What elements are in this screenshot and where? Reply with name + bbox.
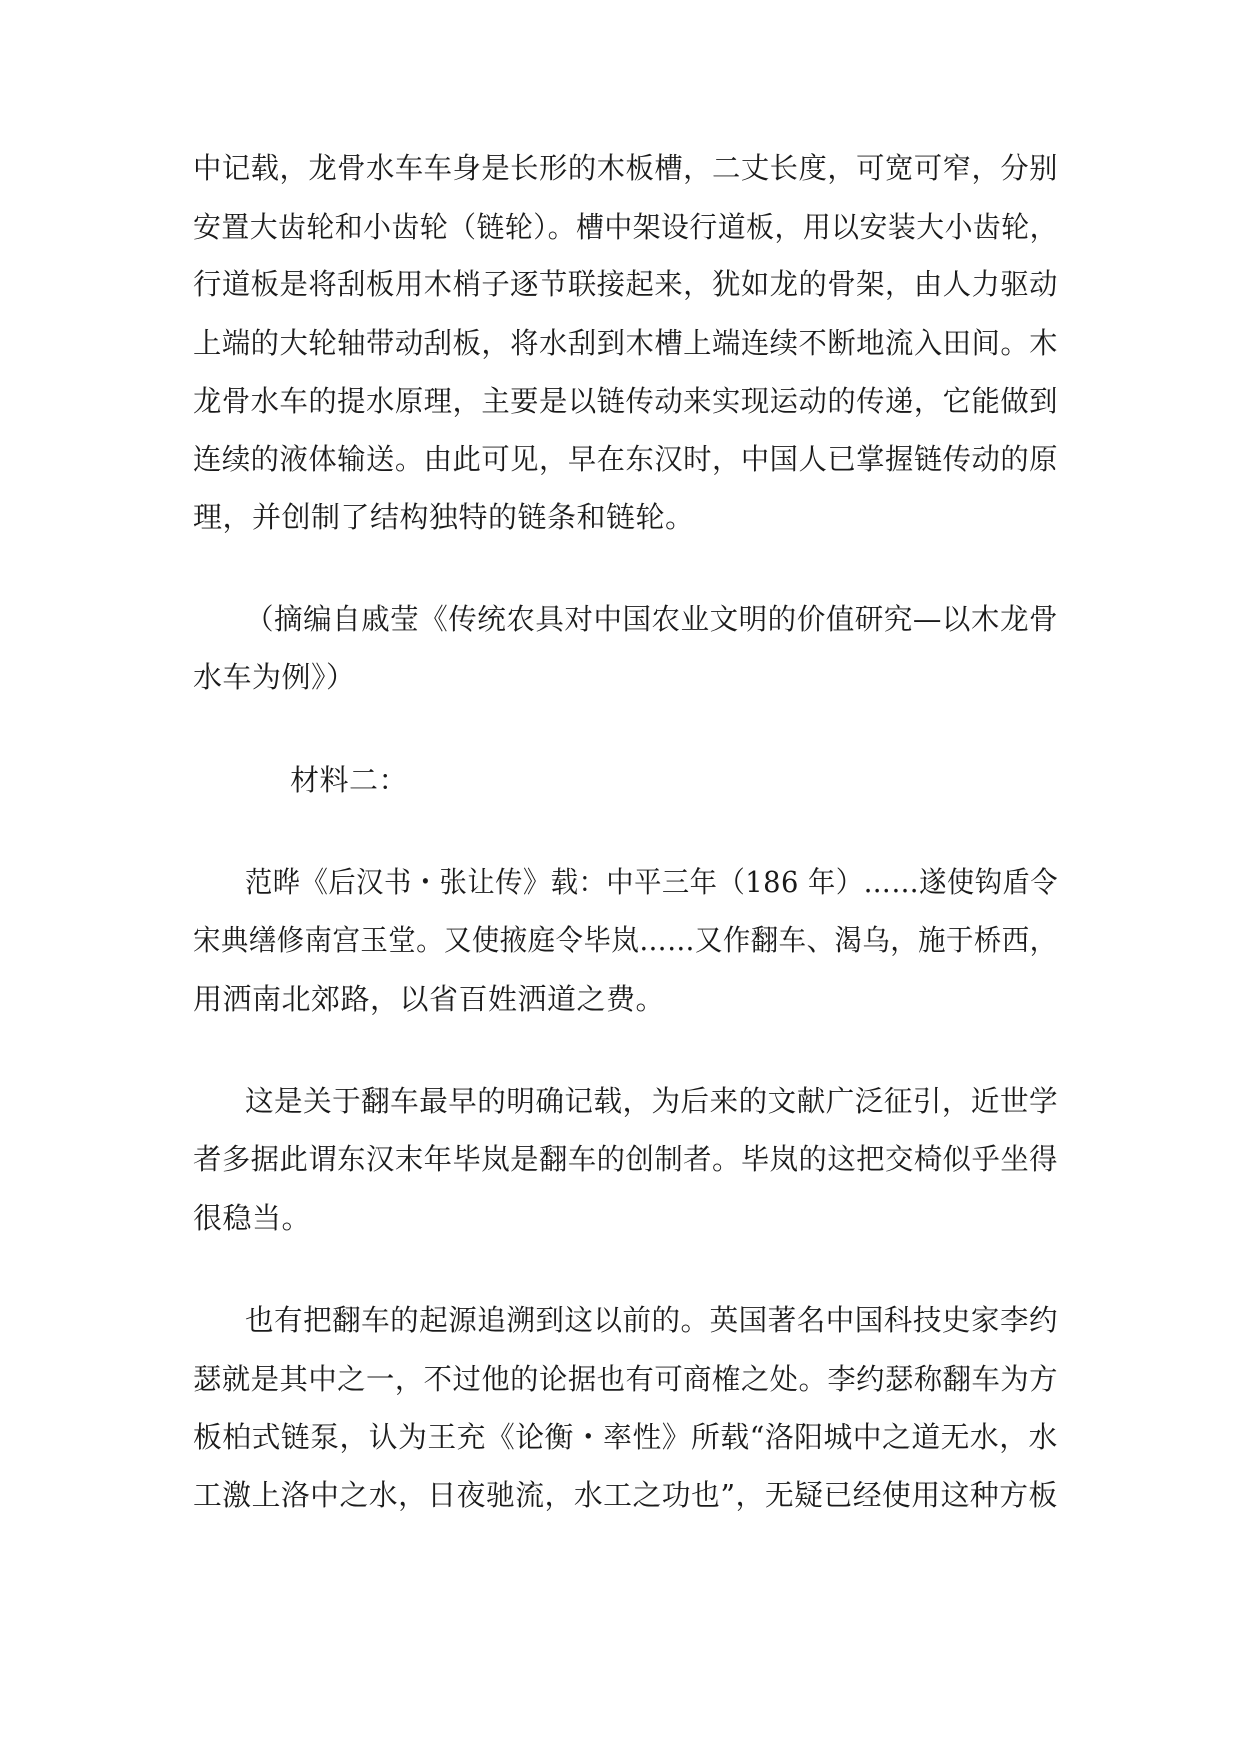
text-line: 工激上洛中之水，日夜驰流，水工之功也”，无疑已经使用这种方板: [193, 1478, 1058, 1512]
text-line: 范晔《后汉书・张让传》载：中平三年（186 年）……遂使钩盾令: [245, 865, 1059, 899]
text-line: 安置大齿轮和小齿轮（链轮）。槽中架设行道板，用以安装大小齿轮，: [193, 210, 1059, 244]
text-line: 上端的大轮轴带动刮板，将水刮到木槽上端连续不断地流入田间。木: [193, 326, 1059, 360]
text-line: （摘编自戚莹《传统农具对中国农业文明的价值研究—以木龙骨: [245, 602, 1059, 636]
text-line: 宋典缮修南宫玉堂。又使掖庭令毕岚……又作翻车、渴乌，施于桥西，: [193, 923, 1058, 957]
text-line: 这是关于翻车最早的明确记载，为后来的文献广泛征引，近世学: [245, 1084, 1059, 1118]
text-line: 中记载，龙骨水车车身是长形的木板槽，二丈长度，可宽可窄，分别: [193, 151, 1059, 185]
text-line: 用洒南北郊路，以省百姓洒道之费。: [193, 982, 666, 1016]
text-line: 者多据此谓东汉末年毕岚是翻车的创制者。毕岚的这把交椅似乎坐得: [193, 1142, 1059, 1176]
text-line: 也有把翻车的起源追溯到这以前的。英国著名中国科技史家李约: [245, 1303, 1059, 1337]
text-line: 连续的液体输送。由此可见，早在东汉时，中国人已掌握链传动的原: [193, 442, 1059, 476]
text-line: 瑟就是其中之一，不过他的论据也有可商榷之处。李约瑟称翻车为方: [193, 1362, 1059, 1396]
text-line: 水车为例》）: [193, 660, 356, 694]
text-line: 板柏式链泵，认为王充《论衡・率性》所载“洛阳城中之道无水，水: [193, 1420, 1058, 1454]
text-line: 龙骨水车的提水原理，主要是以链传动来实现运动的传递，它能做到: [193, 384, 1059, 418]
text-line: 理，并创制了结构独特的链条和链轮。: [193, 500, 695, 534]
section-heading: 材料二：: [290, 763, 409, 797]
text-line: 很稳当。: [193, 1201, 312, 1235]
text-line: 行道板是将刮板用木梢子逐节联接起来，犹如龙的骨架，由人力驱动: [193, 267, 1059, 301]
